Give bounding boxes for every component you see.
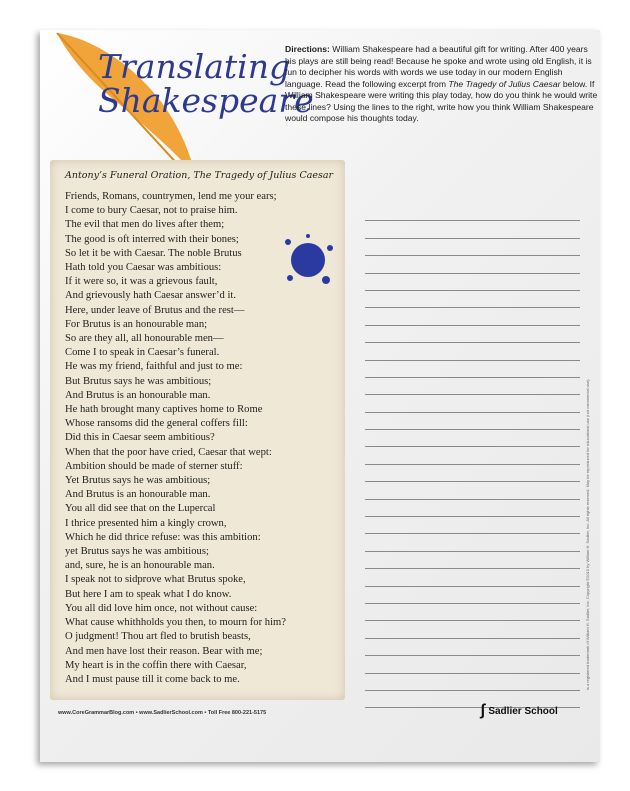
poem-line: If it were so, it was a grievous fault, [65,276,218,288]
footer-contact: www.CoreGrammarBlog.com • www.SadlierSchool.com • Toll Free 800-221-5175 [58,710,267,716]
poem-line: yet Brutus says he was ambitious; [65,546,209,558]
poem-line: And grievously hath Caesar answer’d it. [65,290,237,302]
writing-line [365,378,580,395]
poem-line: You all did love him once, not without cause: [65,602,258,614]
poem-line: He was my friend, faithful and just to me: [65,361,243,373]
poem-line: But here I am to speak what I do know. [65,588,232,600]
writing-line [365,343,580,360]
poem-line: Did this in Caesar seem ambitious? [65,432,215,444]
writing-line [365,326,580,343]
poem-line: For Brutus is an honourable man; [65,318,208,330]
poem-line: The good is oft interred with their bones; [65,233,239,245]
writing-line [365,361,580,378]
poem-line: He hath brought many captives home to Rome [65,404,263,416]
writing-line [365,587,580,604]
poem-line: Come I to speak in Caesar’s funeral. [65,347,220,359]
worksheet-page [40,30,600,762]
writing-line [365,569,580,586]
poem-line: and, sure, he is an honourable man. [65,560,215,572]
writing-line [365,413,580,430]
poem-line: And I must pause till it come back to me. [65,673,240,685]
writing-line [365,395,580,412]
writing-line [365,308,580,325]
poem-line: Which he did thrice refuse: was this ambition: [65,531,261,543]
writing-line [365,674,580,691]
writing-line [365,447,580,464]
poem-line: I speak not to sidprove what Brutus spoke, [65,574,246,586]
writing-line [365,221,580,238]
poem-text [65,190,286,687]
writing-line [365,256,580,273]
writing-line [365,552,580,569]
poem-line: The evil that men do lives after them; [65,219,225,231]
directions-text-2: below. If William Shakespeare were writing this play today, how do you think he would write these lines? Using the lines to the right, write how you think William Shakespeare would compose his thoughts today. [285,78,598,123]
directions-italic: The Tragedy of Julius Caesar [448,78,561,89]
passage-title: Antony’s Funeral Oration, The Tragedy of Julius Caesar [65,170,334,181]
poem-line: Whose ransoms did the general coffers fill: [65,418,248,430]
writing-line [365,482,580,499]
sadlier-s-icon: ʃ [480,702,486,719]
writing-line [365,604,580,621]
poem-line: O judgment! Thou art fled to brutish beasts, [65,631,251,643]
poem-line: What cause whithholds you then, to mourn for him? [65,617,286,629]
poem-line: And Brutus is an honourable man. [65,489,211,501]
writing-line [365,517,580,534]
copyright-notice: is a registered trademark of William H. Sadlier, Inc. Copyright ©2015 by William H. Sadlier, Inc. All rights reserved. May be reproduced for educational use (not commercial use). [585,378,590,690]
writing-line [365,465,580,482]
poem-line: Friends, Romans, countrymen, lend me your ears; [65,191,277,202]
directions [285,44,600,125]
writing-line [365,500,580,517]
poem-line: But Brutus says he was ambitious; [65,375,212,387]
title-line-2: Shakespeare [98,81,314,120]
poem-line: So let it be with Caesar. The noble Brutus [65,247,242,259]
poem-line: Hath told you Caesar was ambitious: [65,262,222,274]
writing-line [365,239,580,256]
poem-line: And men have lost their reason. Bear with me; [65,645,263,657]
poem-line: Ambition should be made of sterner stuff: [65,460,243,472]
writing-line [365,534,580,551]
poem-line: Here, under leave of Brutus and the rest— [65,304,245,316]
writing-line [365,204,580,221]
poem-line: So are they all, all honourable men— [65,333,224,345]
writing-line [365,621,580,638]
writing-lines [365,204,580,708]
writing-line [365,639,580,656]
directions-text: William Shakespeare had a beautiful gift for writing. After 400 years his plays are still being read! Because he spoke and wrote using old English, it is fun to decipher his words with words we use today in our modern English language. Read the following excerpt from [285,44,592,89]
poem-line: I come to bury Caesar, not to praise him. [65,205,238,217]
page-title [98,47,314,120]
poem-line: My heart is in the coffin there with Caesar, [65,659,247,671]
directions-label: Directions: [285,44,330,54]
poem-line: When that the poor have cried, Caesar that wept: [65,446,272,458]
poem-line: Yet Brutus says he was ambitious; [65,475,211,487]
title-line-1: Translating [98,47,291,86]
writing-line [365,656,580,673]
writing-line [365,430,580,447]
writing-line [365,291,580,308]
logo-text: Sadlier School [488,705,558,717]
sadlier-logo [480,702,558,720]
ink-splat-icon [278,230,338,290]
poem-line: And Brutus is an honourable man. [65,389,211,401]
writing-line [365,274,580,291]
poem-line: I thrice presented him a kingly crown, [65,517,227,529]
poem-line: You all did see that on the Lupercal [65,503,216,515]
